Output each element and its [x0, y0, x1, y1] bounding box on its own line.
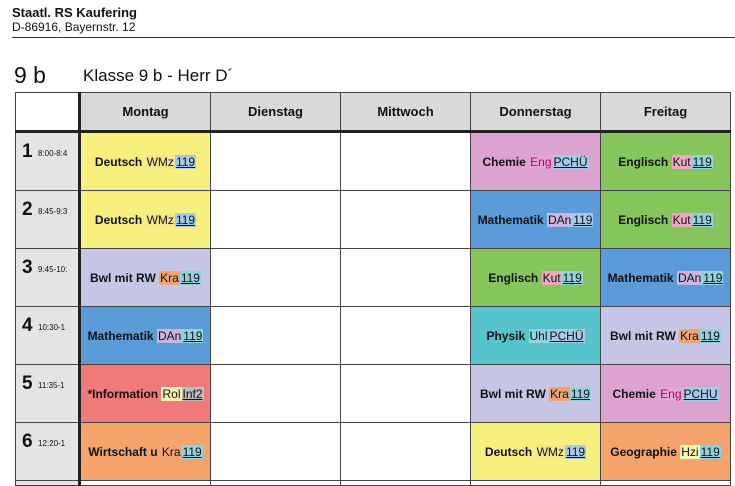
lesson-room: 119 [562, 270, 582, 285]
lesson-subject: Englisch [618, 154, 669, 169]
period-number: 1 [22, 141, 33, 162]
lesson-subject: Wirtschaft u [88, 444, 158, 459]
lesson-cell[interactable] [601, 191, 731, 249]
day-header-row [16, 93, 731, 132]
lesson-subject: Chemie [482, 154, 526, 169]
lesson-cell[interactable] [471, 307, 601, 365]
school-address: D-86916, Bayernstr. 12 [12, 20, 136, 34]
lesson-room: 119 [573, 212, 593, 227]
lesson-cell[interactable] [471, 132, 601, 191]
class-title: Klasse 9 b - Herr D´ [83, 66, 234, 85]
empty-cell [211, 249, 341, 307]
lesson-teacher: WMz [146, 212, 174, 227]
period-label-cell [16, 481, 80, 486]
lesson-subject: Deutsch [484, 444, 533, 459]
period-time: 11:35-1 [38, 381, 65, 390]
lesson-subject: *Information [87, 386, 159, 401]
lesson-room: 119 [565, 444, 586, 459]
lesson-teacher: DAn [157, 328, 182, 343]
empty-cell [211, 365, 341, 423]
period-label-cell [16, 249, 80, 307]
lesson-subject: Englisch [488, 270, 539, 285]
empty-cell [211, 191, 341, 249]
lesson-teacher: Uhl [529, 328, 548, 343]
lesson-teacher: Kra [550, 386, 569, 401]
timetable [15, 92, 731, 486]
empty-cell [341, 365, 471, 423]
lesson-cell[interactable] [471, 249, 601, 307]
period-label-cell [16, 307, 80, 365]
day-header-montag: Montag [80, 93, 211, 132]
lesson-room: Inf2 [182, 386, 203, 401]
lesson-cell[interactable] [80, 365, 211, 423]
lesson-room: 119 [180, 270, 200, 285]
lesson-subject: Bwl mit RW [90, 270, 156, 285]
period-row [16, 191, 731, 249]
lesson-cell[interactable] [80, 307, 211, 365]
period-number: 2 [22, 199, 33, 220]
lesson-subject: Chemie [612, 386, 656, 401]
lesson-room: PCHÜ [553, 154, 588, 169]
period-row [16, 423, 731, 481]
period-row-partial [16, 481, 731, 486]
empty-cell [211, 481, 341, 486]
lesson-room: 119 [570, 386, 590, 401]
period-label-cell [16, 365, 80, 423]
lesson-subject: Mathematik [87, 328, 154, 343]
lesson-teacher: Eng [530, 154, 552, 169]
day-header-dienstag: Dienstag [211, 93, 341, 132]
empty-cell [80, 481, 211, 486]
lesson-subject: Englisch [618, 212, 669, 227]
empty-cell [341, 249, 471, 307]
lesson-room: 119 [182, 444, 202, 459]
lesson-cell[interactable] [601, 249, 731, 307]
period-number: 6 [22, 431, 33, 452]
lesson-teacher: Kra [680, 328, 699, 343]
lesson-room: PCHÜ [549, 328, 584, 343]
period-label-cell [16, 423, 80, 481]
period-label-cell [16, 191, 80, 249]
empty-cell [211, 423, 341, 481]
lesson-room: 119 [692, 154, 712, 169]
lesson-room: 119 [703, 270, 723, 285]
day-header-freitag: Freitag [601, 93, 731, 132]
period-row [16, 132, 731, 191]
lesson-teacher: Kut [672, 154, 691, 169]
lesson-subject: Bwl mit RW [610, 328, 676, 343]
empty-cell [211, 132, 341, 191]
school-header [12, 6, 137, 34]
period-number: 4 [22, 315, 33, 336]
lesson-cell[interactable] [80, 249, 211, 307]
lesson-subject: Physik [486, 328, 526, 343]
empty-cell [341, 132, 471, 191]
lesson-subject: Geographie [610, 444, 677, 459]
period-time: 10:30-1 [38, 323, 66, 332]
lesson-teacher: Kra [160, 270, 179, 285]
empty-cell [341, 191, 471, 249]
lesson-cell[interactable] [471, 191, 601, 249]
lesson-room: 119 [175, 154, 196, 169]
lesson-cell[interactable] [80, 423, 211, 481]
lesson-subject: Deutsch [94, 212, 143, 227]
lesson-cell[interactable] [601, 423, 731, 481]
lesson-room: 119 [700, 328, 720, 343]
lesson-cell[interactable] [80, 191, 211, 249]
period-time: 12:20-1 [38, 439, 66, 448]
lesson-teacher: Eng [660, 386, 682, 401]
lesson-teacher: Hzi [681, 444, 699, 459]
empty-cell [601, 481, 731, 486]
school-name: Staatl. RS Kaufering [12, 5, 137, 20]
lesson-teacher: DAn [547, 212, 572, 227]
lesson-subject: Mathematik [477, 212, 544, 227]
lesson-subject: Mathematik [607, 270, 674, 285]
lesson-cell[interactable] [601, 307, 731, 365]
lesson-cell[interactable] [601, 365, 731, 423]
empty-cell [211, 307, 341, 365]
lesson-room: 119 [183, 328, 203, 343]
period-time: 9:45-10: [38, 265, 68, 274]
lesson-teacher: Kra [161, 444, 181, 459]
lesson-room: 119 [175, 212, 196, 227]
lesson-subject: Deutsch [94, 154, 143, 169]
empty-cell [471, 481, 601, 486]
header-divider [12, 37, 735, 38]
period-row [16, 365, 731, 423]
period-row [16, 249, 731, 307]
period-time: 8:00-8:4 [38, 149, 68, 158]
day-header-mittwoch: Mittwoch [341, 93, 471, 132]
lesson-teacher: WMz [536, 444, 564, 459]
period-time: 8:45-9:3 [38, 207, 68, 216]
day-header-donnerstag: Donnerstag [471, 93, 601, 132]
lesson-cell[interactable] [471, 365, 601, 423]
period-row [16, 307, 731, 365]
lesson-room: 119 [692, 212, 712, 227]
corner-cell [16, 93, 80, 132]
lesson-teacher: DAn [677, 270, 702, 285]
lesson-subject: Bwl mit RW [480, 386, 546, 401]
empty-cell [341, 423, 471, 481]
class-short-label: 9 b [14, 62, 46, 88]
empty-cell [341, 307, 471, 365]
lesson-cell[interactable] [80, 132, 211, 191]
lesson-cell[interactable] [601, 132, 731, 191]
lesson-teacher: WMz [146, 154, 174, 169]
lesson-teacher: Kut [672, 212, 691, 227]
period-number: 5 [22, 373, 33, 394]
lesson-room: 119 [700, 444, 720, 459]
lesson-cell[interactable] [471, 423, 601, 481]
lesson-teacher: Rol [162, 386, 181, 401]
empty-cell [341, 481, 471, 486]
lesson-teacher: Kut [542, 270, 561, 285]
lesson-room: PCHU [683, 386, 718, 401]
period-label-cell [16, 132, 80, 191]
period-number: 3 [22, 257, 33, 278]
